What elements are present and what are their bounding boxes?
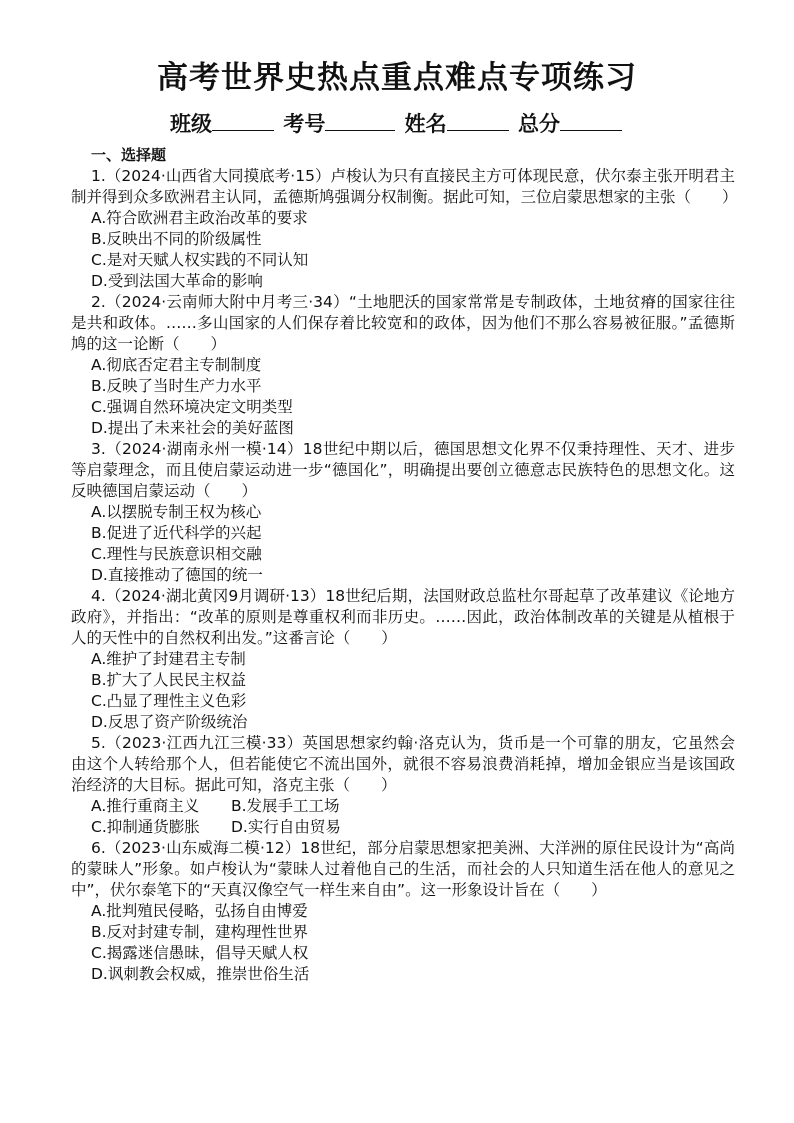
name-blank: [447, 108, 509, 131]
question-stem: 2.（2024·云南师大附中月考三·34）“土地肥沃的国家常常是专制政体，土地贫瘠的国家往往是共和政体。……多山国家的人们保存着比较宽和的政体，因为他们不那么容易被征服。”孟德斯鸠的这一论断（ ）: [71, 293, 735, 353]
option-b: B.扩大了人民民主权益: [91, 671, 247, 689]
option-row: [71, 817, 735, 838]
exam-no-label: 考号: [283, 112, 326, 136]
question-stem: 4.（2024·湖北黄冈9月调研·13）18世纪后期，法国财政总监杜尔哥起草了改革建议《论地方政府》，并指出：“改革的原则是尊重权利而非历史。……因此，政治体制改革的关键是从植根于人的天性中的自然权利出发。”这番言论（ ）: [71, 587, 735, 647]
option-c: C.理性与民族意识相交融: [91, 545, 262, 563]
question-stem: 1.（2024·山西省大同摸底考·15）卢梭认为只有直接民主方可体现民意，伏尔泰主张开明君主制并得到众多欧洲君主认同，孟德斯鸠强调分权制衡。据此可知，三位启蒙思想家的主张（ ）: [71, 167, 738, 206]
option-d: D.反思了资产阶级统治: [91, 713, 248, 731]
option-c: C.抑制通货膨胀: [91, 818, 200, 836]
option-row: [71, 796, 735, 817]
option-d: D.直接推动了德国的统一: [91, 566, 263, 584]
option-b: B.发展手工工场: [231, 797, 340, 815]
question-5: [71, 733, 735, 838]
option-d: D.实行自由贸易: [231, 818, 341, 836]
name-label: 姓名: [404, 112, 447, 136]
question-stem: 5.（2023·江西九江三模·33）英国思想家约翰·洛克认为，货币是一个可靠的朋友，它虽然会由这个人转给那个人，但若能使它不流出国外，就很不容易浪费消耗掉，增加金银应当是该国政治经济的大目标。据此可知，洛克主张（ ）: [71, 734, 735, 794]
option-c: C.是对天赋人权实践的不同认知: [91, 251, 309, 269]
option-b: B.反映了当时生产力水平: [91, 377, 262, 395]
option-d: D.讽刺教会权威，推崇世俗生活: [91, 965, 310, 983]
student-info-line: [0, 108, 794, 140]
question-4: [71, 586, 735, 733]
option-b: B.促进了近代科学的兴起: [91, 524, 262, 542]
question-stem: 6.（2023·山东威海二模·12）18世纪，部分启蒙思想家把美洲、大洋洲的原住民设计为“高尚的蒙昧人”形象。如卢梭认为“蒙昧人过着他自己的生活，而社会的人只知道生活在他人的意见之中”，伏尔泰笔下的“天真汉像空气一样生来自由”。这一形象设计旨在（ ）: [71, 839, 735, 899]
question-6: [71, 838, 735, 985]
option-a: A.批判殖民侵略，弘扬自由博爱: [91, 902, 308, 920]
exam-no-blank: [325, 108, 395, 131]
score-label: 总分: [517, 112, 560, 136]
option-a: A.以摆脱专制王权为核心: [91, 503, 262, 521]
page-title: 高考世界史热点重点难点专项练习: [157, 60, 637, 96]
option-c: C.揭露迷信愚昧，倡导天赋人权: [91, 944, 309, 962]
option-a: A.符合欧洲君主政治改革的要求: [91, 209, 308, 227]
option-c: C.凸显了理性主义色彩: [91, 692, 247, 710]
score-blank: [560, 108, 622, 131]
option-d: D.受到法国大革命的影响: [91, 272, 263, 290]
question-1: [71, 166, 738, 292]
option-a: A.推行重商主义: [91, 797, 200, 815]
question-2: [71, 292, 735, 439]
option-c: C.强调自然环境决定文明类型: [91, 398, 293, 416]
option-a: A.维护了封建君主专制: [91, 650, 246, 668]
class-blank: [212, 108, 274, 131]
option-b: B.反映出不同的阶级属性: [91, 230, 262, 248]
question-3: [71, 439, 735, 586]
class-label: 班级: [170, 112, 213, 136]
question-stem: 3.（2024·湖南永州一模·14）18世纪中期以后，德国思想文化界不仅秉持理性、天才、进步等启蒙理念，而且使启蒙运动进一步“德国化”，明确提出要创立德意志民族特色的思想文化。这反映德国启蒙运动（ ）: [71, 440, 735, 500]
section-heading: 一、选择题: [91, 146, 167, 164]
option-d: D.提出了未来社会的美好蓝图: [91, 419, 294, 437]
question-content: [71, 145, 738, 985]
option-b: B.反对封建专制，建构理性世界: [91, 923, 309, 941]
option-a: A.彻底否定君主专制制度: [91, 356, 262, 374]
